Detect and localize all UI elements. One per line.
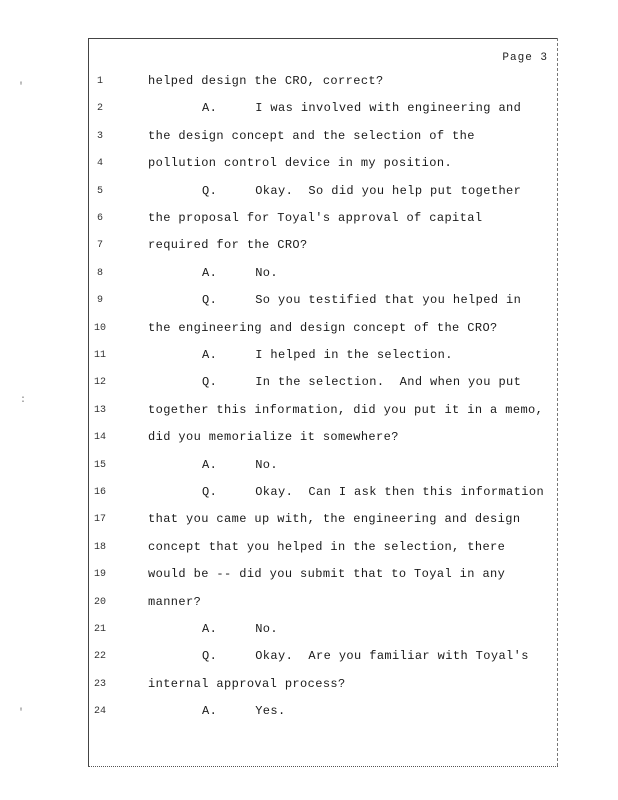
transcript-line	[0, 321, 618, 341]
transcript-line	[0, 458, 618, 478]
line-text: the proposal for Toyal's approval of capital	[148, 211, 483, 225]
line-text: did you memorialize it somewhere?	[148, 430, 399, 445]
line-number: 12	[93, 377, 106, 389]
line-text: required for the CRO?	[148, 238, 308, 253]
line-number: 15	[93, 459, 106, 471]
line-text: internal approval process?	[148, 676, 346, 691]
page-number-label: Page 3	[502, 52, 548, 64]
line-text: would be -- did you submit that to Toyal in any	[148, 567, 506, 582]
line-text: the design concept and the selection of the	[148, 128, 475, 143]
transcript-line	[0, 293, 618, 313]
line-text: helped design the CRO, correct?	[148, 74, 384, 88]
transcript-line	[0, 622, 618, 642]
line-number: 13	[93, 404, 106, 416]
transcript-line	[0, 101, 618, 121]
line-number: 7	[96, 240, 103, 252]
line-number: 23	[93, 678, 106, 690]
line-number: 11	[93, 350, 106, 361]
line-text: that you came up with, the engineering and design	[148, 512, 521, 527]
transcript-line	[0, 512, 618, 532]
transcript-line	[0, 430, 618, 450]
line-number: 9	[96, 295, 103, 307]
line-text: A. No.	[202, 457, 279, 472]
line-text: manner?	[148, 594, 202, 609]
line-number: 3	[96, 130, 103, 142]
line-text: together this information, did you put it in a memo,	[148, 402, 544, 417]
line-text: Q. Okay. So did you help put together	[202, 183, 522, 198]
scan-speck: '	[18, 82, 25, 93]
transcript-line	[0, 74, 618, 94]
line-text: Q. Okay. Can I ask then this information	[202, 485, 545, 499]
line-number: 16	[93, 487, 106, 498]
line-number: 19	[93, 569, 106, 581]
scan-speck: :	[20, 395, 27, 406]
line-number: 5	[96, 185, 103, 197]
line-number: 8	[96, 267, 103, 279]
transcript-line	[0, 375, 618, 395]
page-border-top	[88, 38, 558, 39]
line-number: 21	[93, 624, 106, 635]
transcript-line	[0, 485, 618, 505]
transcript-line	[0, 595, 618, 615]
line-text: Q. In the selection. And when you put	[202, 375, 522, 390]
line-number: 6	[96, 213, 103, 224]
line-text: the engineering and design concept of the CRO?	[148, 320, 498, 335]
line-number: 20	[93, 596, 106, 608]
line-number: 1	[96, 76, 103, 87]
transcript-line	[0, 266, 618, 286]
line-text: A. I was involved with engineering and	[202, 101, 522, 116]
page-border-bottom	[88, 766, 558, 767]
transcript-line	[0, 704, 618, 724]
transcript-line	[0, 129, 618, 149]
line-number: 10	[93, 322, 106, 334]
line-text: Q. Okay. Are you familiar with Toyal's	[202, 649, 529, 664]
line-text: pollution control device in my position.	[148, 156, 453, 171]
scan-speck: '	[18, 708, 25, 719]
transcript-line	[0, 156, 618, 176]
line-text: A. Yes.	[202, 704, 286, 719]
transcript-line	[0, 540, 618, 560]
transcript-line	[0, 211, 618, 231]
transcript-line	[0, 649, 618, 669]
line-text: Q. So you testified that you helped in	[202, 293, 522, 308]
transcript-line	[0, 184, 618, 204]
line-text: A. I helped in the selection.	[202, 348, 453, 362]
line-number: 18	[93, 541, 106, 553]
line-text: A. No.	[202, 622, 279, 636]
line-number: 2	[96, 103, 103, 115]
line-number: 22	[93, 651, 106, 663]
transcript-line	[0, 567, 618, 587]
transcript-line	[0, 403, 618, 423]
line-text: A. No.	[202, 265, 279, 280]
line-number: 14	[93, 432, 106, 444]
line-number: 24	[93, 706, 106, 718]
line-text: concept that you helped in the selection, there	[148, 539, 506, 554]
line-number: 4	[96, 158, 103, 170]
transcript-line	[0, 238, 618, 258]
transcript-line	[0, 348, 618, 368]
line-number: 17	[93, 514, 106, 526]
transcript-line	[0, 677, 618, 697]
